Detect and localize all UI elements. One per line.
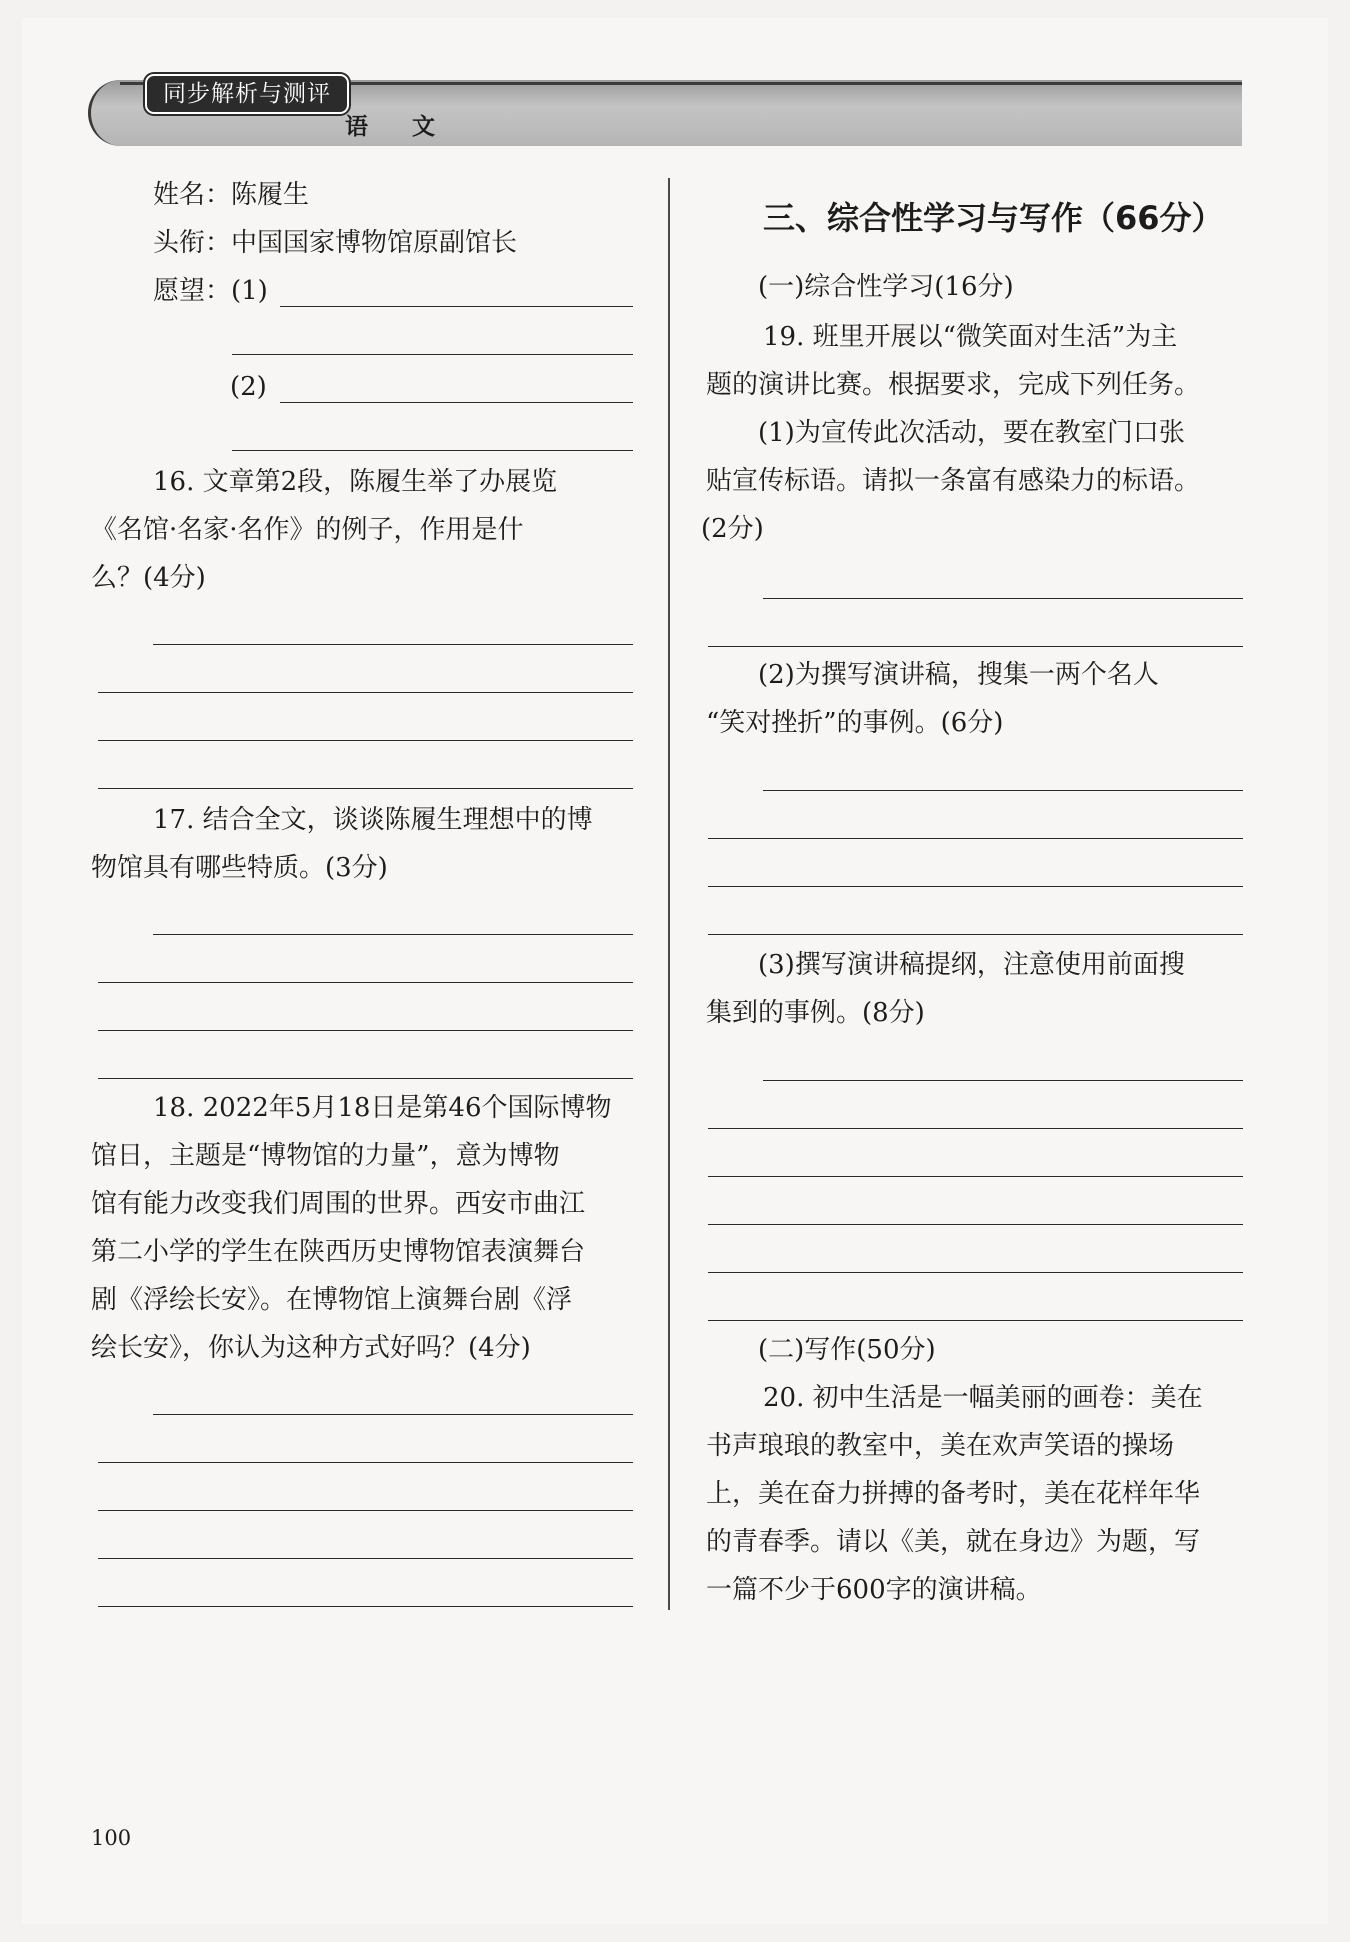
book-title-badge: 同步解析与测评 <box>145 74 349 114</box>
answer-line[interactable] <box>708 1176 1243 1177</box>
subsection-2-title: (二)写作(50分) <box>758 1335 936 1365</box>
q18-line: 18. 2022年5月18日是第46个国际博物 <box>153 1093 612 1123</box>
q20-line: 20. 初中生活是一幅美丽的画卷：美在 <box>763 1383 1203 1413</box>
answer-line[interactable] <box>98 982 633 983</box>
answer-line[interactable] <box>153 1414 633 1415</box>
q17-line: 物馆具有哪些特质。(3分) <box>91 853 388 883</box>
q19-2-line: (2)为撰写演讲稿，搜集一两个名人 <box>758 660 1159 690</box>
q16-line: 《名馆·名家·名作》的例子，作用是什 <box>91 515 524 545</box>
q19-1-line: (1)为宣传此次活动，要在教室门口张 <box>758 418 1185 448</box>
answer-line[interactable] <box>708 1128 1243 1129</box>
header-curve <box>88 80 151 146</box>
answer-line[interactable] <box>98 788 633 789</box>
q16-line: 么？(4分) <box>91 563 206 593</box>
answer-line[interactable] <box>98 1462 633 1463</box>
answer-line[interactable] <box>708 886 1243 887</box>
q19-1-line: (2分) <box>701 514 764 544</box>
answer-line[interactable] <box>98 1030 633 1031</box>
answer-line[interactable] <box>708 1320 1243 1321</box>
q18-line: 绘长安》，你认为这种方式好吗？(4分) <box>91 1333 531 1363</box>
q18-line: 馆有能力改变我们周围的世界。西安市曲江 <box>91 1189 586 1219</box>
answer-line[interactable] <box>708 838 1243 839</box>
answer-line[interactable] <box>232 354 633 355</box>
answer-line[interactable] <box>708 646 1243 647</box>
answer-line[interactable] <box>763 1080 1243 1081</box>
q20-line: 书声琅琅的教室中，美在欢声笑语的操场 <box>706 1431 1175 1461</box>
q16-line: 16. 文章第2段，陈履生举了办展览 <box>153 467 558 497</box>
q20-line: 上，美在奋力拼搏的备考时，美在花样年华 <box>706 1479 1201 1509</box>
answer-line[interactable] <box>763 598 1243 599</box>
answer-line[interactable] <box>98 740 633 741</box>
answer-line[interactable] <box>98 1558 633 1559</box>
q19-line: 19. 班里开展以“微笑面对生活”为主 <box>763 322 1178 352</box>
title-line: 头衔：中国国家博物馆原副馆长 <box>153 228 518 258</box>
q19-line: 题的演讲比赛。根据要求，完成下列任务。 <box>706 370 1201 400</box>
answer-line[interactable] <box>98 692 633 693</box>
answer-line[interactable] <box>763 790 1243 791</box>
answer-line[interactable] <box>153 644 633 645</box>
answer-line[interactable] <box>708 934 1243 935</box>
name-line: 姓名：陈履生 <box>153 180 310 210</box>
subsection-1-title: (一)综合性学习(16分) <box>758 272 1014 302</box>
q20-line: 的青春季。请以《美，就在身边》为题，写 <box>706 1527 1201 1557</box>
answer-line[interactable] <box>708 1224 1243 1225</box>
q18-line: 剧《浮绘长安》。在博物馆上演舞台剧《浮 <box>91 1285 573 1315</box>
section-title: 三、综合性学习与写作（66分） <box>763 199 1224 237</box>
column-divider <box>668 178 670 1610</box>
q20-line: 一篇不少于600字的演讲稿。 <box>706 1575 1042 1605</box>
answer-line[interactable] <box>280 402 633 403</box>
wish-2-label: (2) <box>230 372 267 402</box>
answer-line[interactable] <box>98 1510 633 1511</box>
q18-line: 馆日，主题是“博物馆的力量”，意为博物 <box>91 1141 560 1171</box>
answer-line[interactable] <box>98 1078 633 1079</box>
page-number: 100 <box>91 1826 132 1850</box>
subject-label: 语 文 <box>345 114 454 140</box>
q19-1-line: 贴宣传标语。请拟一条富有感染力的标语。 <box>706 466 1201 496</box>
answer-line[interactable] <box>232 450 633 451</box>
q19-3-line: 集到的事例。(8分) <box>706 998 925 1028</box>
wish-label: 愿望：(1) <box>153 276 268 306</box>
q19-3-line: (3)撰写演讲稿提纲，注意使用前面搜 <box>758 950 1185 980</box>
answer-line[interactable] <box>153 934 633 935</box>
q17-line: 17. 结合全文，谈谈陈履生理想中的博 <box>153 805 593 835</box>
q18-line: 第二小学的学生在陕西历史博物馆表演舞台 <box>91 1237 586 1267</box>
answer-line[interactable] <box>98 1606 633 1607</box>
q19-2-line: “笑对挫折”的事例。(6分) <box>706 708 1004 738</box>
answer-line[interactable] <box>708 1272 1243 1273</box>
answer-line[interactable] <box>280 306 633 307</box>
